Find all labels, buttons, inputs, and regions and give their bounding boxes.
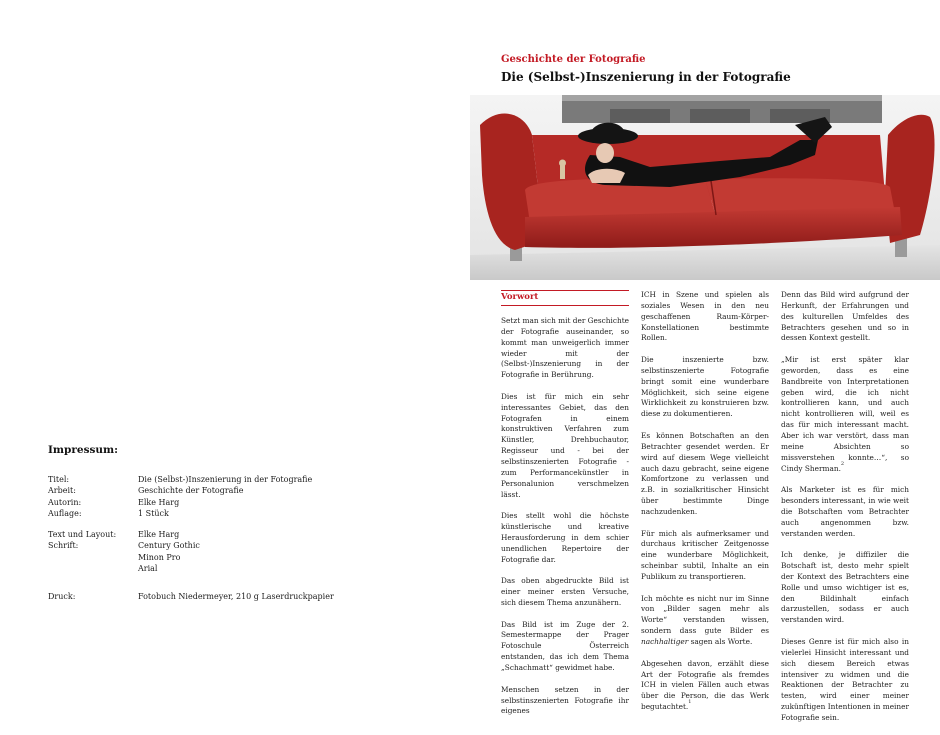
impressum-row: Druck: Fotobuch Niedermeyer, 210 g Laserdruckpapier	[48, 592, 334, 602]
category-label: Geschichte der Fotografie	[501, 54, 646, 65]
impressum-heading: Impressum:	[48, 444, 119, 456]
text-column-3	[781, 290, 909, 735]
paragraph: Für mich als aufmerksamer und durchaus kritischer Zeitgenosse eine wunderbare Möglichkeit, scheinbar subtil, Inhalte an ein Publikum zu transportieren.	[641, 528, 769, 581]
text-column-2	[641, 290, 769, 724]
paragraph: Das Bild ist im Zuge der 2. Semestermappe der Prager Fotoschule Österreich entstanden, das ich dem Thema „Schachmatt“ gewidmet habe.	[501, 619, 629, 672]
sofa-photo-illustration	[470, 95, 940, 280]
impressum-row: Text und Layout: Elke Harg	[48, 530, 180, 540]
paragraph: Ich denke, je diffiziler die Botschaft ist, desto mehr spielt der Kontext des Betrachters eine Rolle und umso wichtiger ist es, den Bildinhalt einfach darzustellen, sodass er auch verstanden wird.	[781, 550, 909, 625]
section-heading: Vorwort	[501, 290, 629, 306]
impressum-row: Autorin: Elke Harg	[48, 497, 180, 507]
paragraph: Es können Botschaften an den Betrachter gesendet werden. Er wird auf diesem Wege vielleicht auch dazu gebracht, seine eigene Komfortzone zu verlassen und z.B. in sozialkritischer Hinsicht über bestimmte Dinge nachzudenken.	[641, 430, 769, 516]
impressum	[48, 444, 448, 603]
impressum-row: Auflage: 1 Stück	[48, 508, 169, 518]
paragraph: ICH in Szene und spielen als soziales Wesen in den neu geschaffenen Raum-Körper-Konstellationen bestimmte Rollen.	[641, 290, 769, 343]
paragraph: „Mir ist erst später klar geworden, dass es eine Bandbreite von Interpretationen geben wird, die ich nicht kontrollieren kann, und auch nicht kontrollieren will, weil es das für mich interessant macht. Aber ich war verstört, dass man meine Absichten so missverstehen konnte…“, so Cindy Sherman.$^2$	[781, 355, 909, 473]
impressum-row: Minon Pro	[138, 552, 181, 562]
paragraph: Abgesehen davon, erzählt diese Art der Fotografie als fremdes ICH in vielen Fällen auch etwas über die Person, die das Werk begutachtet.$^1$	[641, 658, 769, 712]
impressum-row: Titel: Die (Selbst-)Inszenierung in der Fotografie	[48, 475, 313, 484]
paragraph: Dieses Genre ist für mich also in vielerlei Hinsicht interessant und sich diesem Bereich etwas intensiver zu widmen und die Reaktionen der Betrachter zu testen, wird einer meiner zukünftigen Intentionen in meiner Fotografie sein.	[781, 637, 909, 722]
paragraph: Setzt man sich mit der Geschichte der Fotografie auseinander, so kommt man unweigerlich immer wieder mit der (Selbst-)Inszenierung in der Fotografie in Berührung.	[501, 316, 629, 380]
paragraph: Als Marketer ist es für mich besonders interessant, in wie weit die Botschaften vom Betrachter auch angenommen bzw. verstanden werden.	[781, 485, 909, 538]
sofa-photo	[470, 95, 940, 280]
paragraph: Ich möchte es nicht nur im Sinne von „Bilder sagen mehr als Worte“ verstanden wissen, sondern dass gute Bilder es nachhaltiger sagen als Worte.	[641, 593, 769, 646]
paragraph: Die inszenierte bzw. selbstinszenierte Fotografie bringt somit eine wunderbare Möglichkeit, sich seine eigene Wirklichkeit zu konstruieren bzw. diese zu dokumentieren.	[641, 355, 769, 419]
text-column-1	[501, 290, 629, 728]
impressum-row: Arbeit: Geschichte der Fotografie	[48, 486, 244, 496]
left-page	[0, 0, 470, 705]
paragraph: Menschen setzen in der selbstinszenierten Fotografie ihr eigenes	[501, 684, 629, 716]
footnote-marker: 2	[840, 460, 845, 467]
paragraph: Dies ist für mich ein sehr interessantes Gebiet, das den Fotografen in einem konstruktiven Verfahren zum Künstler, Drehbuchautor, Regisseur und - bei der selbstinszenierten Fotografie - zum Performancekünstler in Personalunion verschmelzen lässt.	[501, 391, 629, 499]
paragraph: Dies stellt wohl die höchste künstlerische und kreative Herausforderung in dem schier unendlichen Repertoire der Fotografie dar.	[501, 511, 629, 564]
paragraph: Das oben abgedruckte Bild ist einer meiner ersten Versuche, sich diesem Thema anzunähern.	[501, 576, 629, 607]
right-page	[470, 0, 940, 722]
page-title: Die (Selbst-)Inszenierung in der Fotografie	[501, 70, 791, 84]
impressum-row: Arial	[138, 564, 158, 574]
impressum-row: Schrift: Century Gothic	[48, 541, 200, 551]
footnote-marker: 1	[688, 699, 692, 706]
paragraph: Denn das Bild wird aufgrund der Herkunft, der Erfahrungen und des kulturellen Umfeldes des Betrachters gesehen und so in dessen Kontext gestellt.	[781, 290, 909, 343]
